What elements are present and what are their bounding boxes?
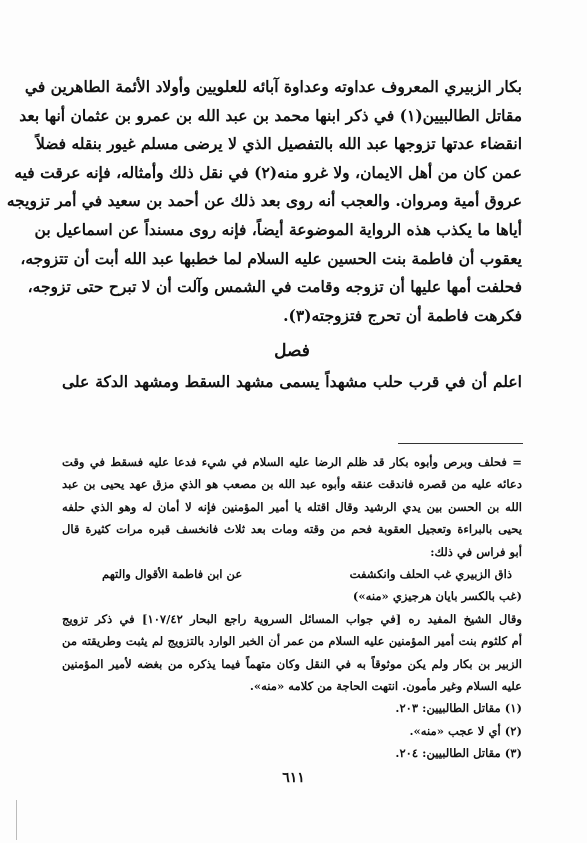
footnote-line: دعائه عليه من قصره فاندقت عنقه وأبوه عبد الله بن مصعب هو الذي مزق عهد يحيى بن عبد xyxy=(62,477,522,492)
body-line: بكار الزبيري المعروف عداوته وعداوة آبائه للعلويين وأولاد الأئمة الطاهرين في xyxy=(24,77,522,96)
page-number: ٦١١ xyxy=(282,770,305,786)
footnote-line: أبو فراس في ذلك: xyxy=(430,544,522,559)
verse-right-hemistich: ذاق الزبيري غب الحلف وانكشفت xyxy=(349,567,512,582)
poem-verse xyxy=(62,563,522,585)
body-line: مقاتل الطالبيين(١) في ذكر ابنها محمد بن عبد الله بن عمرو بن عثمان أنها بعد xyxy=(19,105,522,125)
footnote-line: يحيى بالبراءة وتعجيل العقوبة فحم من وقته ومات بعد ثلاث فانخسف قبره مرات كثيرة قال xyxy=(62,522,522,537)
footnote-line: = فحلف وبرص وأبوه بكار قد ظلم الرضا عليه السلام في شيء فدعا عليه فسقط في وقت xyxy=(62,455,522,469)
body-line: أياها ما يكذب هذه الرواية الموضوعة أيضاً، فإنه روى مسنداً عن اسماعيل بن xyxy=(34,219,522,239)
verse-left-hemistich: عن ابن فاطمة الأقوال والتهم xyxy=(102,567,243,582)
body-line: فحلفت أمها عليها أن تزوجه وقامت في الشمس وآلت أن لا تبرح حتى تزوجه، xyxy=(27,277,522,297)
body-line: فكرهت فاطمة أن تحرج فتزوجته(٣). xyxy=(283,305,522,325)
footnote-note-2: (٢) أي لا عجب «منه». xyxy=(409,723,522,738)
footnote-note-3: (٣) مقاتل الطالبيين: ٢٠٤. xyxy=(395,746,522,761)
footnotes-block xyxy=(62,451,522,765)
footnote-line: أم كلثوم بنت أمير المؤمنين عليه السلام من عمر أن الخبر الوارد بالتزويج لم يثبت وطريقته من xyxy=(62,634,522,649)
footnote-gloss: (غب بالكسر بايان هرجيزي «منه») xyxy=(352,589,522,604)
footnote-line: وقال الشيخ المفيد ره [في جواب المسائل السروية راجع البحار ١٠٧/٤٢] في ذكر تزويج xyxy=(62,611,523,626)
footnote-line: عليه السلام وغير مأمون. انتهت الحاجة من كلامه «منه». xyxy=(249,679,522,694)
body-line: عمن كان من أهل الايمان، ولا غرو منه(٢) في نقل ذلك وأمثاله، فإنه عرقت فيه xyxy=(14,162,522,182)
body-line: يعقوب أن فاطمة بنت الحسين عليه السلام لما خطبها عبد الله أبت أن تتزوجه، xyxy=(20,248,522,268)
footnote-line: الزبير بن بكار ولم يكن موثوقاً به في النقل وكان متهماً فيما يذكره من بغضه لأمير المؤمنين xyxy=(62,656,522,671)
body-line: انقضاء عدتها تزوجها عبد الله بالتفصيل الذي لا يرضى مسلم غيور بنقله فضلاً xyxy=(35,134,522,154)
footnote-note-1: (١) مقاتل الطالبيين: ٢٠٣. xyxy=(395,701,522,716)
footnote-divider xyxy=(398,443,523,444)
footnote-line: الله بن الحسن بين يدي الرشيد وقال اقتله يا أمير المؤمنين فإنه لا أمان له وهو الذي حلفه xyxy=(62,499,522,514)
page-edge-line xyxy=(16,800,17,840)
section-heading: فصل xyxy=(274,341,310,361)
main-body-text xyxy=(6,73,522,330)
section-first-line: اعلم أن في قرب حلب مشهداً يسمى مشهد السقط ومشهد الدكة على xyxy=(62,372,522,391)
body-line: عروق أمية ومروان. والعجب أنه روى بعد ذلك عن أحمد بن سعيد في أمر تزويجه xyxy=(6,191,522,211)
